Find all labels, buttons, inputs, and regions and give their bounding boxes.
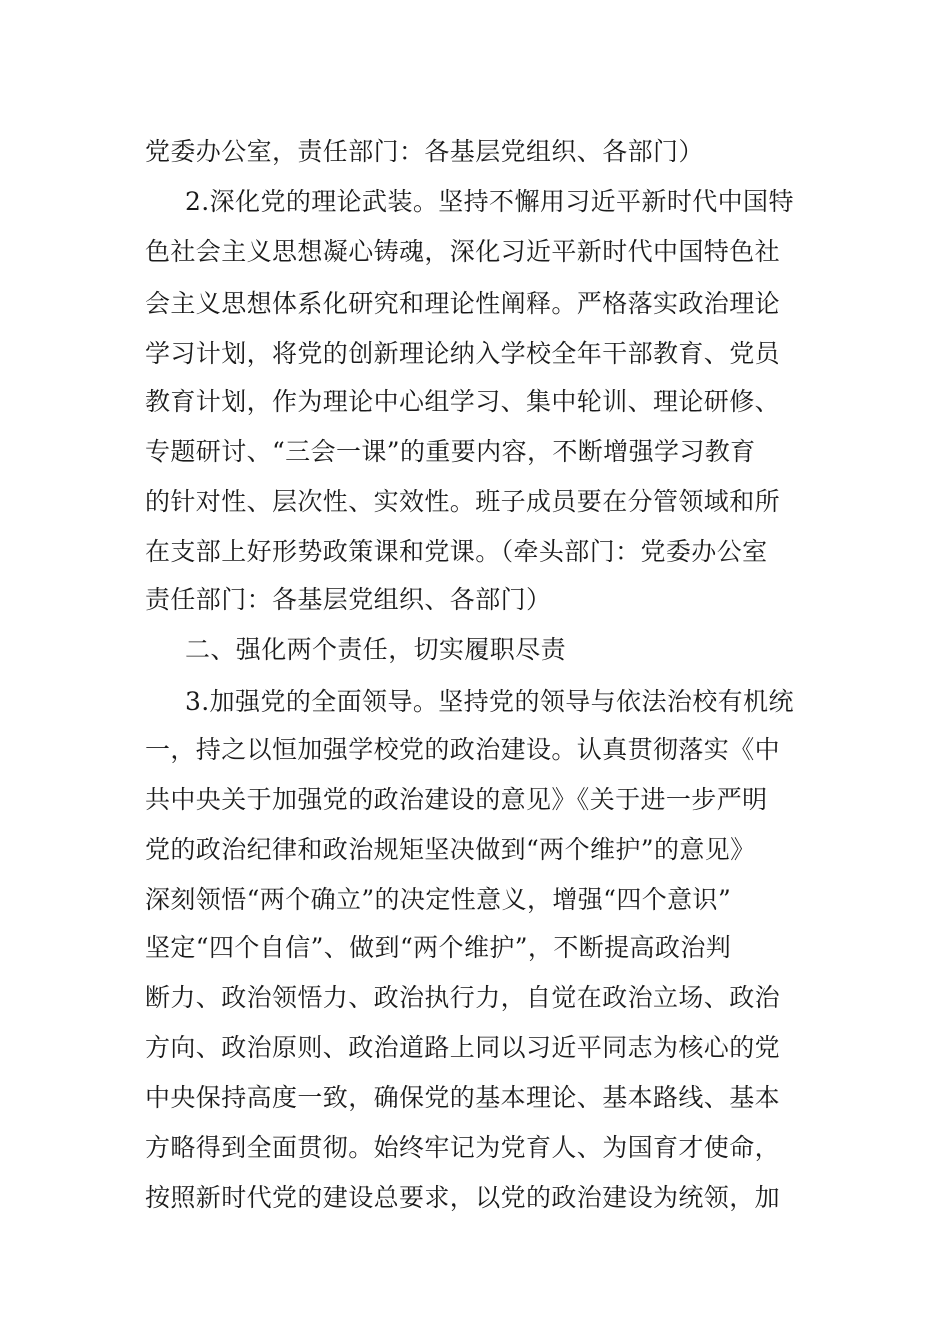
text-line: 专题研讨、“三会一课”的重要内容，不断增强学习教育 (145, 437, 756, 466)
text-line: 共中央关于加强党的政治建设的意见》《关于进一步严明 (145, 785, 768, 814)
text-line: 深刻领悟“两个确立”的决定性意义，增强“四个意识” (145, 885, 732, 914)
text-line: 党委办公室，责任部门：各基层党组织、各部门） (145, 137, 704, 166)
text-line: 色社会主义思想凝心铸魂，深化习近平新时代中国特色社 (145, 237, 781, 266)
item-2-heading-line: 2.深化党的理论武装。坚持不懈用习近平新时代中国特 (185, 187, 794, 216)
text-line: 方略得到全面贯彻。始终牢记为党育人、为国育才使命， (145, 1133, 781, 1162)
text-line: 会主义思想体系化研究和理论性阐释。严格落实政治理论 (145, 289, 781, 318)
text-line: 在支部上好形势政策课和党课。（牵头部门：党委办公室 (145, 537, 768, 566)
text-line: 教育计划，作为理论中心组学习、集中轮训、理论研修、 (145, 387, 781, 416)
text-line: 断力、政治领悟力、政治执行力，自觉在政治立场、政治 (145, 983, 781, 1012)
text-line: 一，持之以恒加强学校党的政治建设。认真贯彻落实《中 (145, 735, 781, 764)
text-line: 党的政治纪律和政治规矩坚决做到“两个维护”的意见》 (145, 835, 756, 864)
item-3-heading-line: 3.加强党的全面领导。坚持党的领导与依法治校有机统 (185, 687, 794, 716)
text-line: 学习计划，将党的创新理论纳入学校全年干部教育、党员 (145, 339, 781, 368)
text-line: 的针对性、层次性、实效性。班子成员要在分管领域和所 (145, 487, 781, 516)
text-line: 按照新时代党的建设总要求，以党的政治建设为统领，加 (145, 1183, 781, 1212)
section-heading: 二、强化两个责任，切实履职尽责 (185, 635, 567, 664)
text-line: 中央保持高度一致，确保党的基本理论、基本路线、基本 (145, 1083, 781, 1112)
text-line: 方向、政治原则、政治道路上同以习近平同志为核心的党 (145, 1033, 781, 1062)
text-line: 责任部门：各基层党组织、各部门） (145, 585, 552, 614)
text-line: 坚定“四个自信”、做到“两个维护”，不断提高政治判 (145, 933, 732, 962)
